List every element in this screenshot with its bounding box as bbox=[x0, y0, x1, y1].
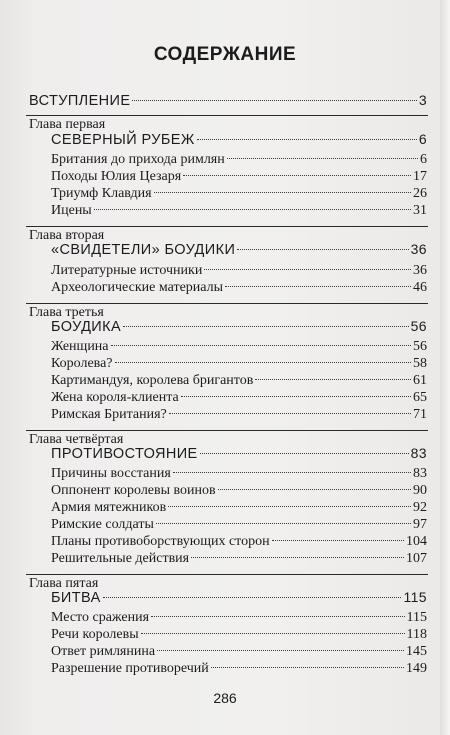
leader-dots bbox=[255, 379, 411, 380]
leader-dots bbox=[156, 523, 411, 524]
toc-entry-page: 65 bbox=[413, 390, 427, 405]
toc-entry-page: 61 bbox=[413, 373, 427, 388]
divider bbox=[26, 226, 428, 227]
toc-chapter-entry bbox=[51, 444, 427, 462]
toc-chapter-entry bbox=[51, 317, 427, 335]
toc-entry-title: Решительные действия bbox=[51, 551, 190, 566]
toc-section-entry bbox=[51, 550, 427, 568]
leader-dots bbox=[200, 453, 409, 454]
chapter-label: Глава вторая bbox=[29, 228, 105, 243]
toc-entry-page: 36 bbox=[410, 241, 427, 257]
leader-dots bbox=[115, 362, 411, 363]
leader-dots bbox=[211, 667, 404, 668]
toc-entry-title: Триумф Клавдия bbox=[51, 186, 152, 201]
toc-section-entry bbox=[51, 643, 427, 661]
toc-entry-title: Армия мятежников bbox=[51, 500, 167, 515]
toc-entry-page: 58 bbox=[413, 356, 427, 371]
leader-dots bbox=[141, 633, 405, 634]
toc-entry-title: Причины восстания bbox=[51, 466, 171, 481]
toc-section-entry bbox=[51, 151, 427, 169]
toc-entry-page: 26 bbox=[413, 186, 427, 201]
leader-dots bbox=[183, 175, 411, 176]
toc-entry-title: Планы противоборствующих сторон bbox=[51, 534, 270, 549]
toc-section-entry bbox=[51, 338, 427, 356]
toc-entry-title: БОУДИКА bbox=[51, 319, 122, 335]
toc-entry-page: 17 bbox=[413, 169, 427, 184]
leader-dots bbox=[168, 506, 411, 507]
toc-entry-page: 145 bbox=[406, 644, 427, 659]
toc-entry-page: 31 bbox=[413, 203, 427, 218]
leader-dots bbox=[111, 345, 411, 346]
divider bbox=[26, 303, 428, 304]
toc-section-entry bbox=[51, 626, 427, 644]
toc-entry-title: Британия до прихода римлян bbox=[51, 152, 225, 167]
toc-entry-page: 6 bbox=[418, 131, 427, 147]
leader-dots bbox=[173, 472, 411, 473]
toc-entry-page: 149 bbox=[406, 661, 427, 676]
toc-chapter-entry bbox=[51, 130, 427, 148]
leader-dots bbox=[103, 597, 402, 598]
chapter-label: Глава первая bbox=[29, 117, 106, 132]
leader-dots bbox=[151, 616, 404, 617]
divider bbox=[26, 430, 428, 431]
toc-entry-title: Римские солдаты bbox=[51, 517, 154, 532]
leader-dots bbox=[225, 286, 411, 287]
toc-section-entry bbox=[51, 660, 427, 678]
leader-dots bbox=[227, 158, 418, 159]
toc-entry-page: 46 bbox=[413, 280, 427, 295]
toc-entry-page: 56 bbox=[410, 318, 427, 334]
toc-entry-title: ПРОТИВОСТОЯНИЕ bbox=[51, 446, 198, 462]
leader-dots bbox=[272, 540, 404, 541]
page-number: 286 bbox=[213, 690, 237, 706]
chapter-label: Глава четвёртая bbox=[29, 432, 124, 447]
leader-dots bbox=[237, 249, 408, 250]
toc-entry-page: 83 bbox=[413, 466, 427, 481]
toc-entry-title: Женщина bbox=[51, 339, 109, 354]
toc-entry-title: Походы Юлия Цезаря bbox=[51, 169, 182, 184]
toc-entry-title: Археологические материалы bbox=[51, 280, 224, 295]
toc-entry-title: СЕВЕРНЫЙ РУБЕЖ bbox=[51, 132, 195, 148]
toc-entry-intro bbox=[29, 91, 427, 109]
toc-entry-page: 92 bbox=[413, 500, 427, 515]
toc-entry-title: Литературные источники bbox=[51, 263, 203, 278]
toc-entry-title: Жена короля-клиента bbox=[51, 390, 179, 405]
toc-entry-title: Ответ римлянина bbox=[51, 644, 156, 659]
divider bbox=[26, 115, 428, 116]
divider bbox=[26, 574, 428, 575]
toc-entry-page: 115 bbox=[403, 589, 427, 605]
toc-entry-title: Место сражения bbox=[51, 610, 150, 625]
toc-section-entry bbox=[51, 185, 427, 203]
leader-dots bbox=[181, 396, 411, 397]
leader-dots bbox=[218, 489, 411, 490]
leader-dots bbox=[123, 326, 409, 327]
toc-entry-title: Королева? bbox=[51, 356, 113, 371]
toc-entry-title: Римская Британия? bbox=[51, 407, 167, 422]
leader-dots bbox=[132, 100, 416, 101]
toc-entry-title: Ицены bbox=[51, 203, 92, 218]
toc-chapter-entry bbox=[51, 240, 427, 258]
toc-entry-page: 6 bbox=[420, 152, 427, 167]
toc-entry-page: 107 bbox=[406, 551, 427, 566]
leader-dots bbox=[94, 209, 411, 210]
leader-dots bbox=[154, 192, 411, 193]
toc-entry-title: Оппонент королевы воинов bbox=[51, 483, 216, 498]
toc-section-entry bbox=[51, 262, 427, 280]
toc-entry-page: 36 bbox=[413, 263, 427, 278]
chapter-label: Глава третья bbox=[29, 305, 104, 320]
toc-entry-title: БИТВА bbox=[51, 590, 101, 606]
leader-dots bbox=[197, 139, 417, 140]
toc-section-entry bbox=[51, 516, 427, 534]
toc-section-entry bbox=[51, 372, 427, 390]
toc-section-entry bbox=[51, 279, 427, 297]
toc-entry-title: Разрешение противоречий bbox=[51, 661, 209, 676]
leader-dots bbox=[157, 650, 404, 651]
toc-entry-page: 3 bbox=[418, 92, 427, 108]
page-title: СОДЕРЖАНИЕ bbox=[153, 44, 297, 65]
leader-dots bbox=[169, 413, 411, 414]
toc-section-entry bbox=[51, 609, 427, 627]
toc-section-entry bbox=[51, 482, 427, 500]
toc-section-entry bbox=[51, 406, 427, 424]
toc-entry-page: 115 bbox=[406, 610, 427, 625]
toc-entry-title: «СВИДЕТЕЛИ» БОУДИКИ bbox=[51, 242, 236, 258]
toc-chapter-entry bbox=[51, 588, 427, 606]
chapter-label: Глава пятая bbox=[29, 576, 99, 591]
toc-entry-page: 118 bbox=[406, 627, 427, 642]
toc-entry-page: 90 bbox=[413, 483, 427, 498]
toc-entry-title: Картимандуя, королева бригантов bbox=[51, 373, 254, 388]
toc-entry-title: ВСТУПЛЕНИЕ bbox=[29, 93, 131, 109]
toc-section-entry bbox=[51, 202, 427, 220]
leader-dots bbox=[191, 557, 404, 558]
toc-section-entry bbox=[51, 465, 427, 483]
toc-entry-page: 71 bbox=[413, 407, 427, 422]
leader-dots bbox=[204, 269, 411, 270]
toc-entry-page: 56 bbox=[413, 339, 427, 354]
page-edge bbox=[440, 0, 450, 735]
toc-section-entry bbox=[51, 533, 427, 551]
toc-entry-title: Речи королевы bbox=[51, 627, 139, 642]
toc-section-entry bbox=[51, 355, 427, 373]
toc-entry-page: 104 bbox=[406, 534, 427, 549]
toc-section-entry bbox=[51, 499, 427, 517]
toc-section-entry bbox=[51, 389, 427, 407]
toc-entry-page: 97 bbox=[413, 517, 427, 532]
toc-section-entry bbox=[51, 168, 427, 186]
toc-entry-page: 83 bbox=[410, 445, 427, 461]
